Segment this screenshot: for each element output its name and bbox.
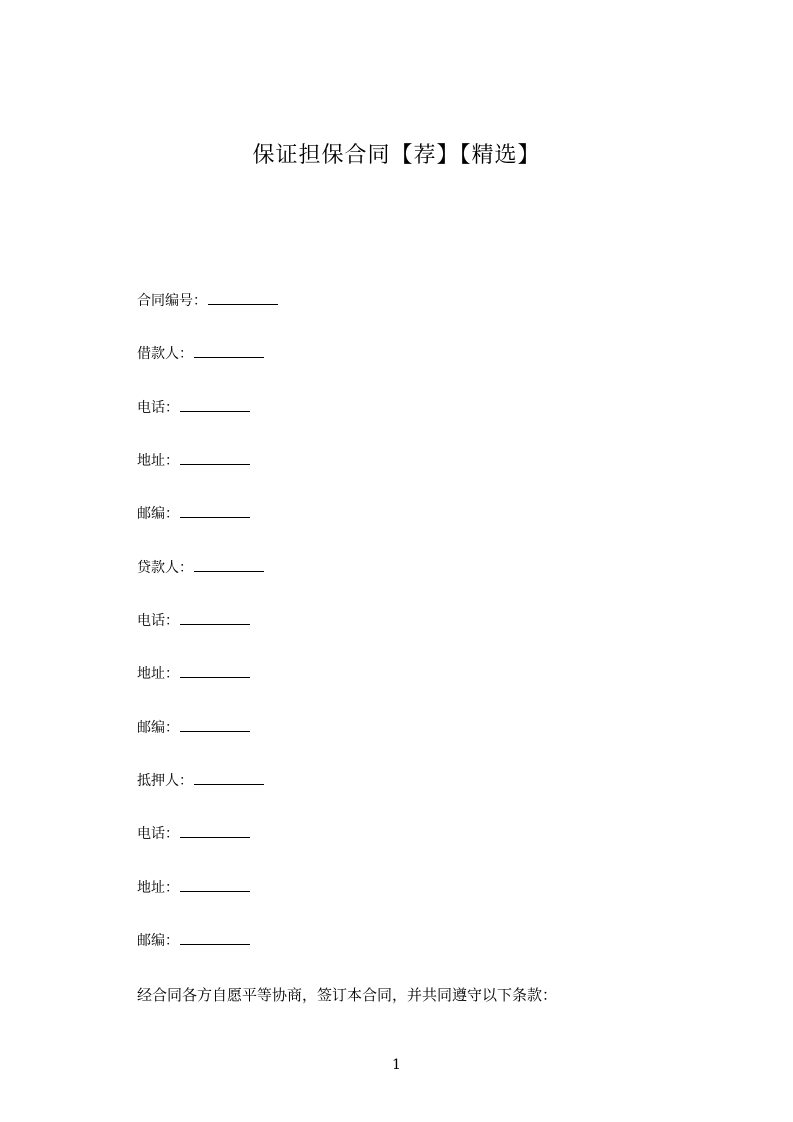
field-label: 合同编号： <box>137 293 207 309</box>
field-label: 电话： <box>137 613 179 629</box>
fill-in-blank <box>180 943 250 945</box>
fill-in-blank <box>180 516 250 518</box>
field-label: 邮编： <box>137 720 179 736</box>
field-borrower-phone <box>137 398 250 418</box>
fill-in-blank <box>180 836 250 838</box>
field-label: 抵押人： <box>137 773 193 789</box>
page-number: 1 <box>392 1057 401 1073</box>
fill-in-blank <box>180 463 250 465</box>
fill-in-blank <box>180 676 250 678</box>
field-lender-address <box>137 664 250 684</box>
fill-in-blank <box>194 783 264 785</box>
fill-in-blank <box>180 410 250 412</box>
field-mortgagor-address <box>137 878 250 898</box>
fill-in-blank <box>194 356 264 358</box>
field-label: 地址： <box>137 880 179 896</box>
field-borrower-address <box>137 451 250 471</box>
field-label: 邮编： <box>137 933 179 949</box>
field-label: 贷款人： <box>137 560 193 576</box>
fill-in-blank <box>194 570 264 572</box>
field-label: 邮编： <box>137 506 179 522</box>
field-lender-postcode <box>137 718 250 738</box>
intro-paragraph: 经合同各方自愿平等协商，签订本合同，并共同遵守以下条款： <box>137 986 558 1004</box>
field-mortgagor-phone <box>137 824 250 844</box>
fill-in-blank <box>208 303 278 305</box>
field-borrower <box>137 344 264 364</box>
field-mortgagor-postcode <box>137 931 250 951</box>
field-label: 地址： <box>137 453 179 469</box>
fill-in-blank <box>180 730 250 732</box>
fill-in-blank <box>180 623 250 625</box>
fill-in-blank <box>180 890 250 892</box>
field-lender <box>137 558 264 578</box>
field-contract-number <box>137 291 278 311</box>
field-label: 电话： <box>137 826 179 842</box>
page-title: 保证担保合同【荐】【精选】 <box>252 143 541 168</box>
field-label: 电话： <box>137 400 179 416</box>
field-label: 地址： <box>137 666 179 682</box>
field-lender-phone <box>137 611 250 631</box>
field-label: 借款人： <box>137 346 193 362</box>
field-mortgagor <box>137 771 264 791</box>
field-borrower-postcode <box>137 504 250 524</box>
